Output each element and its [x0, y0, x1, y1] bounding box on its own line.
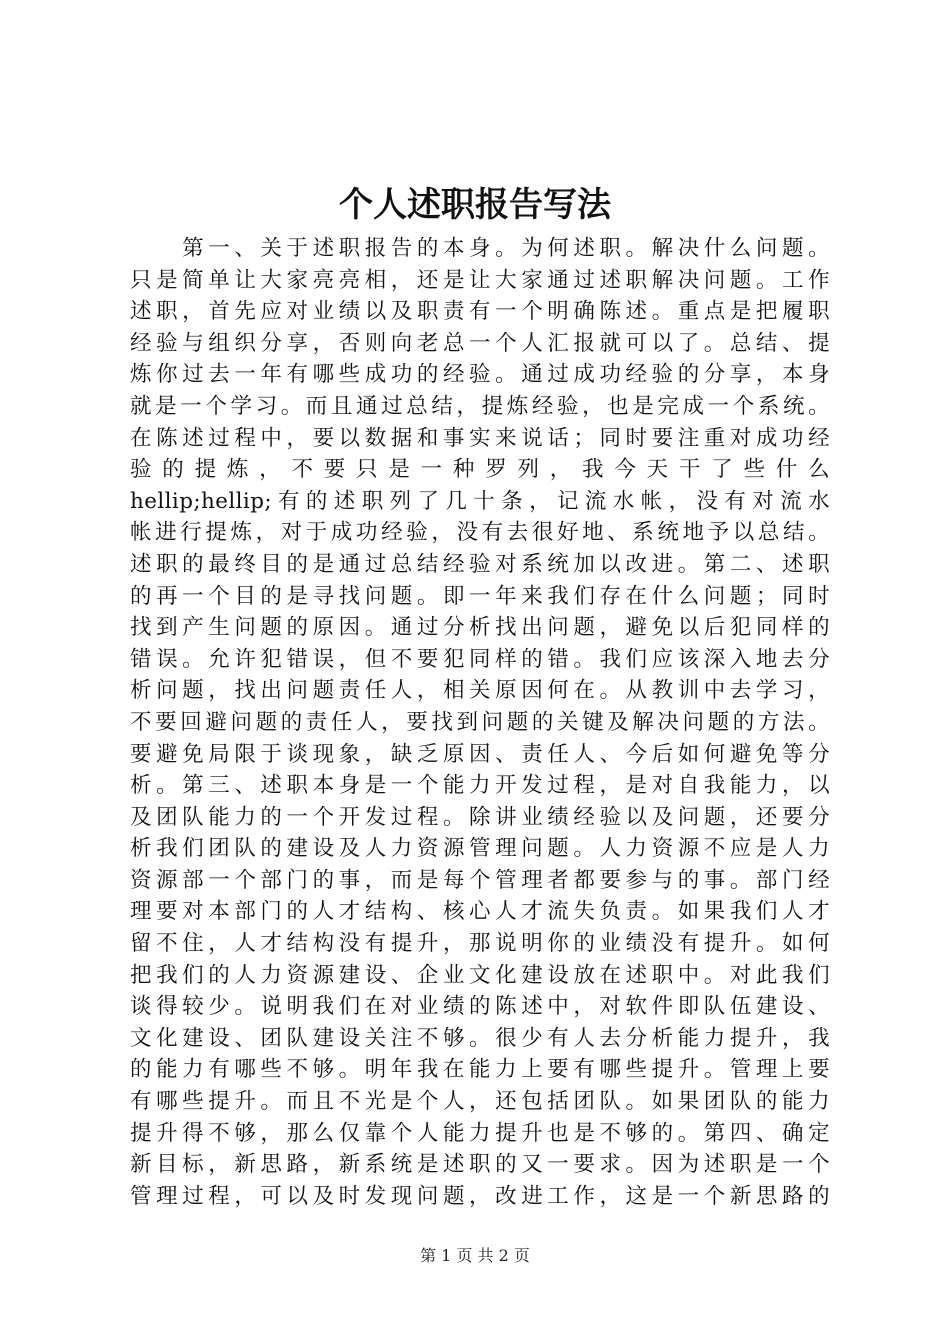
body-line: 述职的最终目的是通过总结经验对系统加以改进。第二、述职	[130, 551, 830, 577]
body-line: 谈得较少。说明我们在对业绩的陈述中，对软件即队伍建设、	[130, 994, 830, 1020]
body-line: 析我们团队的建设及人力资源管理问题。人力资源不应是人力	[130, 836, 830, 862]
body-line: 要避免局限于谈现象，缺乏原因、责任人、今后如何避免等分	[130, 741, 830, 767]
body-line: 把我们的人力资源建设、企业文化建设放在述职中。对此我们	[130, 962, 830, 988]
document-title: 个人述职报告写法	[339, 185, 611, 225]
body-line: 留不住，人才结构没有提升，那说明你的业绩没有提升。如何	[130, 931, 830, 957]
document-body	[130, 233, 830, 1212]
body-line: 管理过程，可以及时发现问题，改进工作，这是一个新思路的	[130, 1183, 830, 1209]
body-line: 析。第三、述职本身是一个能力开发过程，是对自我能力，以	[130, 773, 830, 799]
body-line: 不要回避问题的责任人，要找到问题的关键及解决问题的方法。	[130, 709, 830, 735]
body-line: 析问题，找出问题责任人，相关原因何在。从教训中去学习，	[130, 678, 830, 704]
body-line: 在陈述过程中，要以数据和事实来说话；同时要注重对成功经	[130, 425, 830, 451]
body-line: 经验与组织分享，否则向老总一个人汇报就可以了。总结、提	[130, 330, 830, 356]
body-line: 新目标，新思路，新系统是述职的又一要求。因为述职是一个	[130, 1152, 830, 1178]
body-line: 述职，首先应对业绩以及职责有一个明确陈述。重点是把履职	[130, 299, 830, 325]
body-line: 只是简单让大家亮亮相，还是让大家通过述职解决问题。工作	[130, 267, 830, 293]
body-line: 的再一个目的是寻找问题。即一年来我们存在什么问题；同时	[130, 583, 830, 609]
page-footer: 第 1 页 共 2 页	[420, 1246, 530, 1265]
body-line: 的能力有哪些不够。明年我在能力上要有哪些提升。管理上要	[130, 1057, 830, 1083]
body-line: 验 的 提 炼 ， 不 要 只 是 一 种 罗 列 ， 我 今 天 干 了 些 什 么	[130, 457, 830, 483]
body-line: 及团队能力的一个开发过程。除讲业绩经验以及问题，还要分	[130, 804, 830, 830]
body-line: 有哪些提升。而且不光是个人，还包括团队。如果团队的能力	[130, 1089, 830, 1115]
body-line: 文化建设、团队建设关注不够。很少有人去分析能力提升，我	[130, 1025, 830, 1051]
body-line: 帐进行提炼，对于成功经验，没有去很好地、系统地予以总结。	[130, 520, 830, 546]
body-line: 资源部一个部门的事，而是每个管理者都要参与的事。部门经	[130, 867, 830, 893]
body-line: 第一、关于述职报告的本身。为何述职。解决什么问题。	[130, 236, 830, 261]
body-line: 炼你过去一年有哪些成功的经验。通过成功经验的分享，本身	[130, 362, 830, 388]
body-line: 错误。允许犯错误，但不要犯同样的错。我们应该深入地去分	[130, 646, 830, 672]
body-line: 就是一个学习。而且通过总结，提炼经验，也是完成一个系统。	[130, 393, 830, 419]
body-line: 找到产生问题的原因。通过分析找出问题，避免以后犯同样的	[130, 615, 830, 641]
body-line: 理要对本部门的人才结构、核心人才流失负责。如果我们人才	[130, 899, 830, 925]
body-line: 提升得不够，那么仅靠个人能力提升也是不够的。第四、确定	[130, 1120, 830, 1146]
body-line: hellip;hellip;有的述职列了几十条，记流水帐，没有对流水	[130, 488, 830, 514]
